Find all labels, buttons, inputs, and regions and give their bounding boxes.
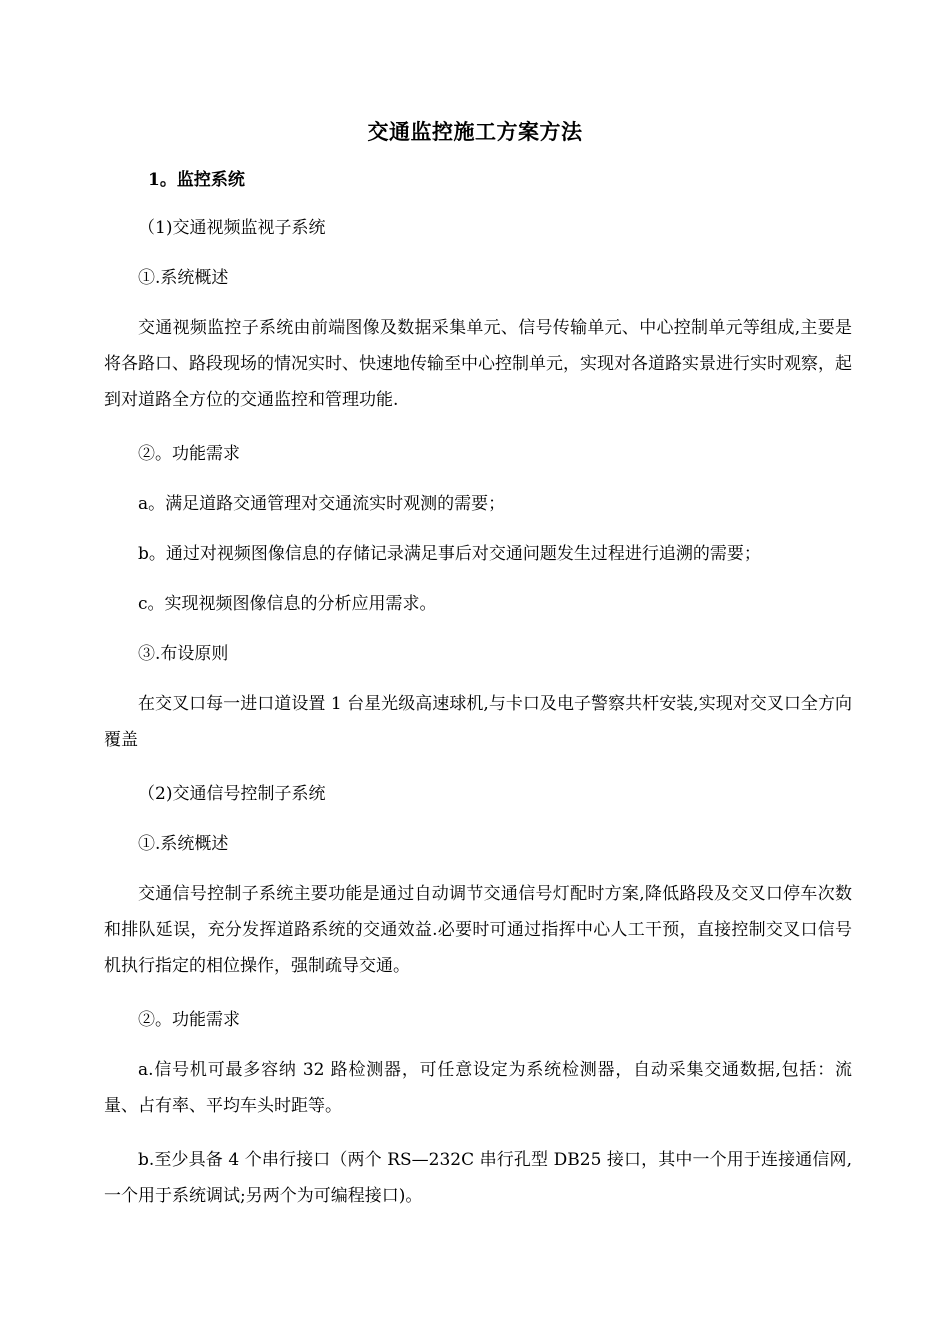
paragraph-video-overview: 交通视频监控子系统由前端图像及数据采集单元、信号传输单元、中心控制单元等组成,主要是将各路口、路段现场的情况实时、快速地传输至中心控制单元，实现对各道路实景进行实时观察，起到对道路全方位的交通监控和管理功能. — [104, 318, 852, 410]
subsection-heading-signal-control: （2)交通信号控制子系统 — [138, 784, 326, 804]
item-heading-layout-principle: ③.布设原则 — [138, 644, 229, 664]
item-heading-system-overview: ①.系统概述 — [138, 268, 229, 288]
list-item-c: c。实现视频图像信息的分析应用需求。 — [138, 594, 437, 614]
item-heading-function-requirements-2: ②。功能需求 — [138, 1010, 240, 1030]
paragraph-requirement-b: b.至少具备 4 个串行接口（两个 RS—232C 串行孔型 DB25 接口，其中一个用于连接通信网,一个用于系统调试;另两个为可编程接口)。 — [104, 1150, 852, 1206]
document-title: 交通监控施工方案方法 — [367, 119, 583, 144]
list-item-b: b。通过对视频图像信息的存储记录满足事后对交通问题发生过程进行追溯的需要； — [138, 544, 761, 564]
list-item-a: a。满足道路交通管理对交通流实时观测的需要； — [138, 494, 506, 514]
item-heading-system-overview-2: ①.系统概述 — [138, 834, 229, 854]
subsection-heading-video-surveillance: （1)交通视频监视子系统 — [138, 218, 326, 238]
item-heading-function-requirements: ②。功能需求 — [138, 444, 240, 464]
section-heading-monitoring-system: 1。监控系统 — [148, 170, 245, 190]
paragraph-requirement-a: a.信号机可最多容纳 32 路检测器，可任意设定为系统检测器，自动采集交通数据,包括：流量、占有率、平均车头时距等。 — [104, 1060, 852, 1116]
paragraph-signal-overview: 交通信号控制子系统主要功能是通过自动调节交通信号灯配时方案,降低路段及交叉口停车次数和排队延误，充分发挥道路系统的交通效益.必要时可通过指挥中心人工干预，直接控制交叉口信号机执行指定的相位操作，强制疏导交通。 — [104, 884, 852, 976]
paragraph-layout-principle: 在交叉口每一进口道设置 1 台星光级高速球机,与卡口及电子警察共杆安装,实现对交叉口全方向覆盖 — [104, 694, 852, 750]
